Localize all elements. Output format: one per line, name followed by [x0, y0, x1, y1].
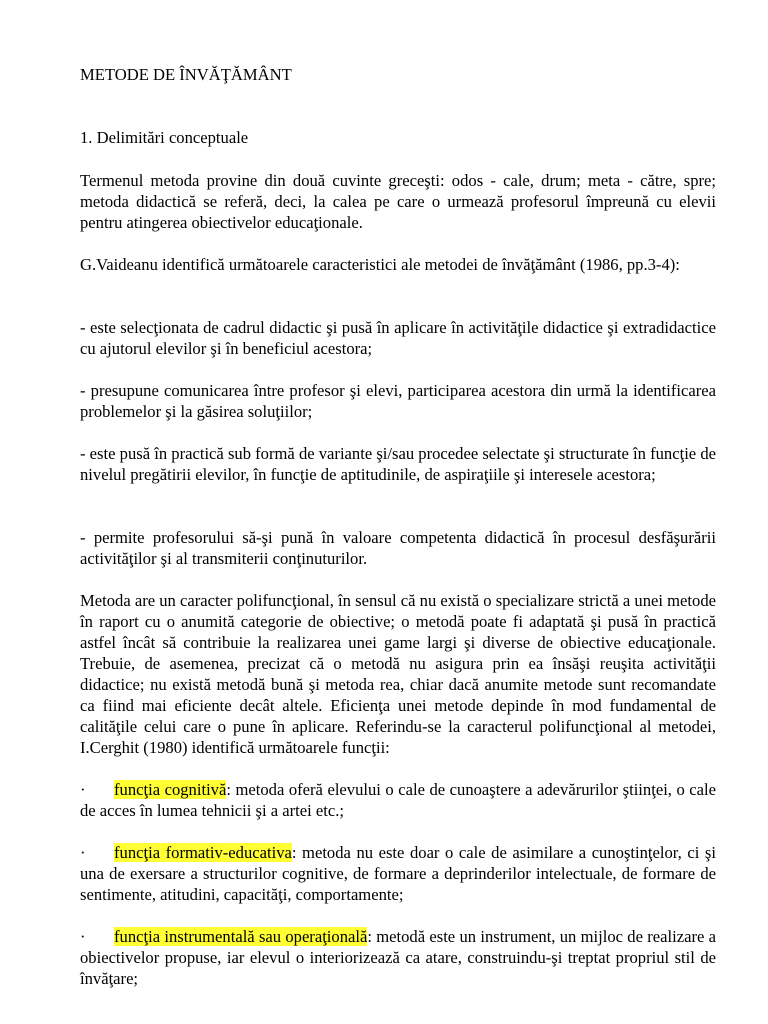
document-title: METODE DE ÎNVĂŢĂMÂNT: [80, 65, 292, 84]
characteristic-item: - este selecţionata de cadrul didactic şi pusă în aplicare în activităţile didactice şi extradidactice cu ajutorul elevilor şi în beneficiul acestora;: [80, 318, 716, 358]
bullet-dot-icon: ·: [80, 927, 86, 946]
function-item: [80, 842, 716, 905]
characteristic-item: - permite profesorului să-şi pună în valoare competenta didactică în procesul desfăşurării activităţilor şi al transmiterii conţinuturilor.: [80, 528, 716, 568]
characteristic-item: - este pusă în practică sub formă de variante şi/sau procedee selectate şi structurate în funcţie de nivelul pregătirii elevilor, în funcţie de aptitudinile, de aspiraţiile şi interesele acestora;: [80, 444, 716, 484]
intro-paragraph: Termenul metoda provine din două cuvinte greceşti: odos - cale, drum; meta - către, spre; metoda didactică se referă, deci, la calea pe care o urmează profesorul împreună cu elevii pentru atingerea obiectivelor educaţionale.: [80, 171, 716, 232]
function-item: [80, 926, 716, 989]
function-item: [80, 779, 716, 821]
polifunctional-paragraph: Metoda are un caracter polifuncţional, în sensul că nu există o specializare strictă a unei metode în raport cu o anumită categorie de obiective; o metodă poate fi adaptată şi pusă în practică astfel încât să contribuie la realizarea unei game largi şi diverse de obiective educaţionale. Trebuie, de asemenea, precizat că o metodă nu asigura prin ea însăşi reuşita activităţii didactice; nu există metodă bună şi metoda rea, chiar dacă anumite metode sunt recomandate ca fiind mai eficiente decât altele. Eficienţa unei metode depinde în mod fundamental de calităţile celui care o pune în aplicare. Referindu-se la caracterul polifuncţional al metodei, I.Cerghit (1980) identifică următoarele funcţii:: [80, 591, 716, 757]
bullet-dot-icon: ·: [80, 843, 86, 862]
function-term-highlight: funcţia instrumentală sau operaţională: [114, 927, 368, 946]
function-description: : metoda oferă elevului o cale de cunoaştere a adevărurilor ştiinţei, o cale de acces în lumea tehnicii şi a artei etc.;: [80, 780, 716, 820]
function-description: : metodă este un instrument, un mijloc de realizare a obiectivelor propuse, iar elevul o interiorizează ca atare, construindu-şi treptat propriul stil de învăţare;: [80, 927, 716, 988]
function-description: : metoda nu este doar o cale de asimilare a cunoştinţelor, ci şi una de exersare a structurilor cognitive, de formare a deprinderilor intelectuale, de formare de sentimente, atitudini, capacităţi, comportamente;: [80, 843, 716, 904]
bullet-dot-icon: ·: [80, 780, 86, 799]
vaideanu-paragraph: G.Vaideanu identifică următoarele caracteristici ale metodei de învăţământ (1986, pp.3-4):: [80, 255, 680, 274]
function-term-highlight: funcţia cognitivă: [114, 780, 227, 799]
section-heading: 1. Delimitări conceptuale: [80, 128, 249, 147]
function-term-highlight: funcţia formativ-educativa: [114, 843, 292, 862]
characteristic-item: - presupune comunicarea între profesor şi elevi, participarea acestora din urmă la identificarea problemelor şi la găsirea soluţiilor;: [80, 381, 716, 421]
